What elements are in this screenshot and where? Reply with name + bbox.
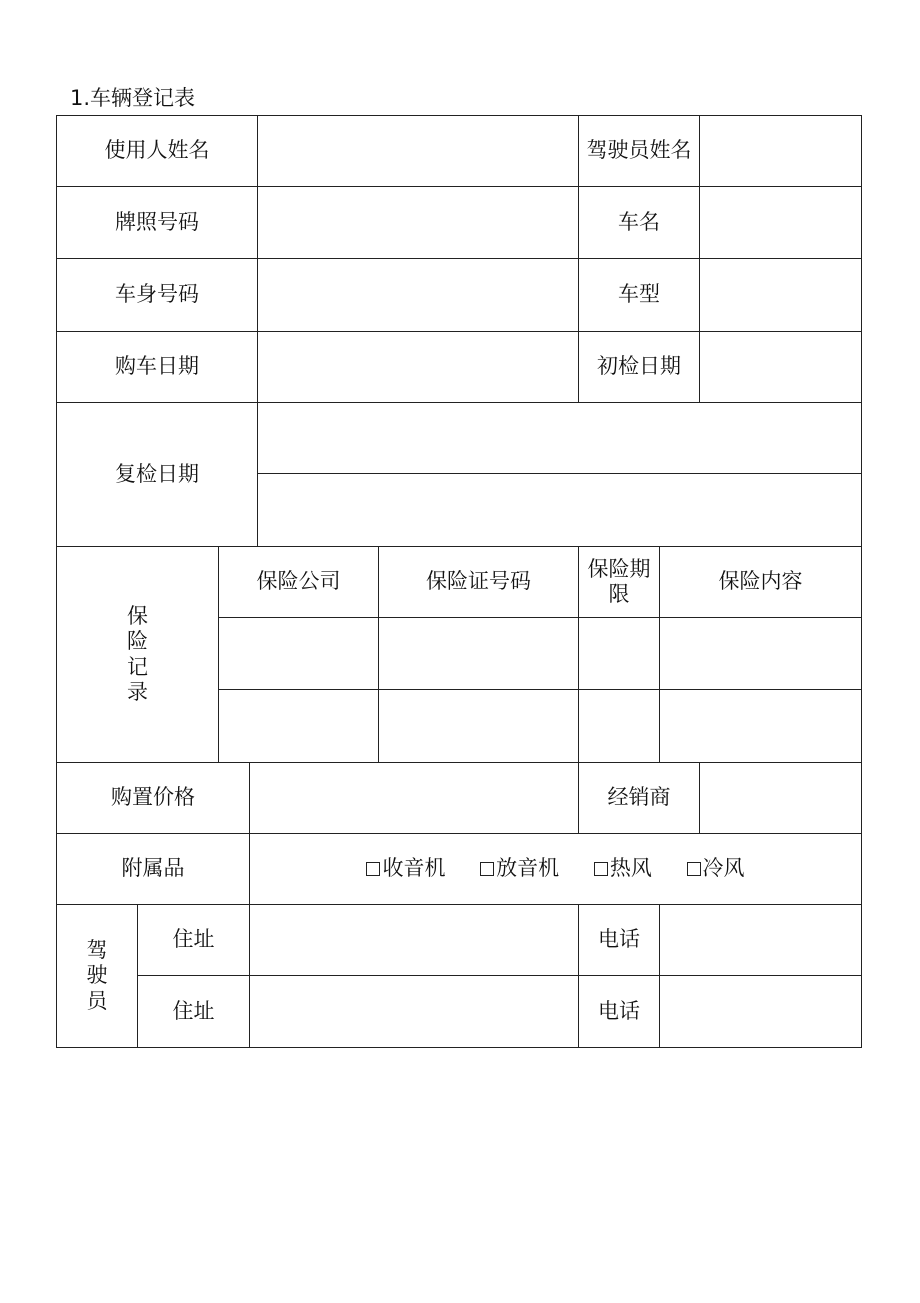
insurance-cert-number-header: 保险证号码	[379, 547, 579, 618]
driver-phone-label: 电话	[579, 976, 660, 1048]
purchase-price-label: 购置价格	[57, 763, 250, 834]
insurance-cert-number-cell[interactable]	[379, 690, 579, 763]
reinspection-date-label: 复检日期	[57, 403, 258, 547]
reinspection-date-value-2[interactable]	[258, 474, 862, 547]
insurance-cert-number-cell[interactable]	[379, 618, 579, 690]
row-plate	[57, 187, 862, 259]
car-model-value[interactable]	[700, 259, 862, 332]
row-dates	[57, 332, 862, 403]
row-purchase	[57, 763, 862, 834]
car-model-label: 车型	[579, 259, 700, 332]
insurance-label-char: 录	[127, 679, 148, 704]
driver-label-char: 驶	[86, 963, 108, 988]
driver-label-char: 驾	[86, 938, 108, 963]
driver-address-value[interactable]	[250, 905, 579, 976]
dealer-label: 经销商	[579, 763, 700, 834]
driver-section-label	[57, 905, 138, 1048]
accessories-options	[250, 834, 862, 905]
insurance-content-header: 保险内容	[660, 547, 862, 618]
accessory-option-label: 收音机	[382, 856, 446, 881]
driver-address-label: 住址	[138, 905, 250, 976]
driver-address-value[interactable]	[250, 976, 579, 1048]
driver-phone-value[interactable]	[660, 905, 862, 976]
driver-label-char: 员	[86, 988, 108, 1013]
checkbox-icon[interactable]	[687, 862, 701, 876]
insurance-label-char: 保	[127, 604, 148, 629]
checkbox-icon[interactable]	[366, 862, 380, 876]
insurance-company-header: 保险公司	[219, 547, 379, 618]
accessory-option-label: 热风	[609, 856, 652, 881]
insurance-content-cell[interactable]	[660, 618, 862, 690]
accessory-option-cooler[interactable]	[687, 856, 745, 881]
insurance-company-cell[interactable]	[219, 618, 379, 690]
driver-phone-label: 电话	[579, 905, 660, 976]
insurance-content-cell[interactable]	[660, 690, 862, 763]
car-name-label: 车名	[579, 187, 700, 259]
reinspection-date-value-1[interactable]	[258, 403, 862, 474]
driver-address-label: 住址	[138, 976, 250, 1048]
plate-number-label: 牌照号码	[57, 187, 258, 259]
driver-name-value[interactable]	[700, 116, 862, 187]
insurance-label-char: 险	[127, 629, 148, 654]
checkbox-icon[interactable]	[480, 862, 494, 876]
user-name-value[interactable]	[258, 116, 579, 187]
accessory-option-player[interactable]	[480, 856, 559, 881]
insurance-header-row	[57, 547, 862, 618]
row-accessories	[57, 834, 862, 905]
first-inspection-date-value[interactable]	[700, 332, 862, 403]
row-reinspection-1	[57, 403, 862, 474]
body-number-value[interactable]	[258, 259, 579, 332]
purchase-price-value[interactable]	[250, 763, 579, 834]
accessory-option-label: 放音机	[496, 856, 560, 881]
document-title: 1.车辆登记表	[70, 86, 196, 110]
accessories-label: 附属品	[57, 834, 250, 905]
insurance-label-char: 记	[127, 654, 148, 679]
driver-name-label: 驾驶员姓名	[579, 116, 700, 187]
driver-phone-value[interactable]	[660, 976, 862, 1048]
insurance-period-cell[interactable]	[579, 618, 660, 690]
accessory-option-label: 冷风	[702, 856, 745, 881]
insurance-record-label	[57, 547, 219, 763]
insurance-company-cell[interactable]	[219, 690, 379, 763]
checkbox-icon[interactable]	[594, 862, 608, 876]
user-name-label: 使用人姓名	[57, 116, 258, 187]
driver-row	[57, 905, 862, 976]
purchase-date-label: 购车日期	[57, 332, 258, 403]
insurance-period-header: 保险期限	[579, 547, 660, 618]
accessory-option-heater[interactable]	[594, 856, 652, 881]
row-body	[57, 259, 862, 332]
first-inspection-date-label: 初检日期	[579, 332, 700, 403]
dealer-value[interactable]	[700, 763, 862, 834]
row-names	[57, 116, 862, 187]
car-name-value[interactable]	[700, 187, 862, 259]
insurance-period-cell[interactable]	[579, 690, 660, 763]
driver-row	[57, 976, 862, 1048]
body-number-label: 车身号码	[57, 259, 258, 332]
accessory-option-radio[interactable]	[366, 856, 445, 881]
purchase-date-value[interactable]	[258, 332, 579, 403]
vehicle-registration-form	[56, 115, 862, 1048]
plate-number-value[interactable]	[258, 187, 579, 259]
